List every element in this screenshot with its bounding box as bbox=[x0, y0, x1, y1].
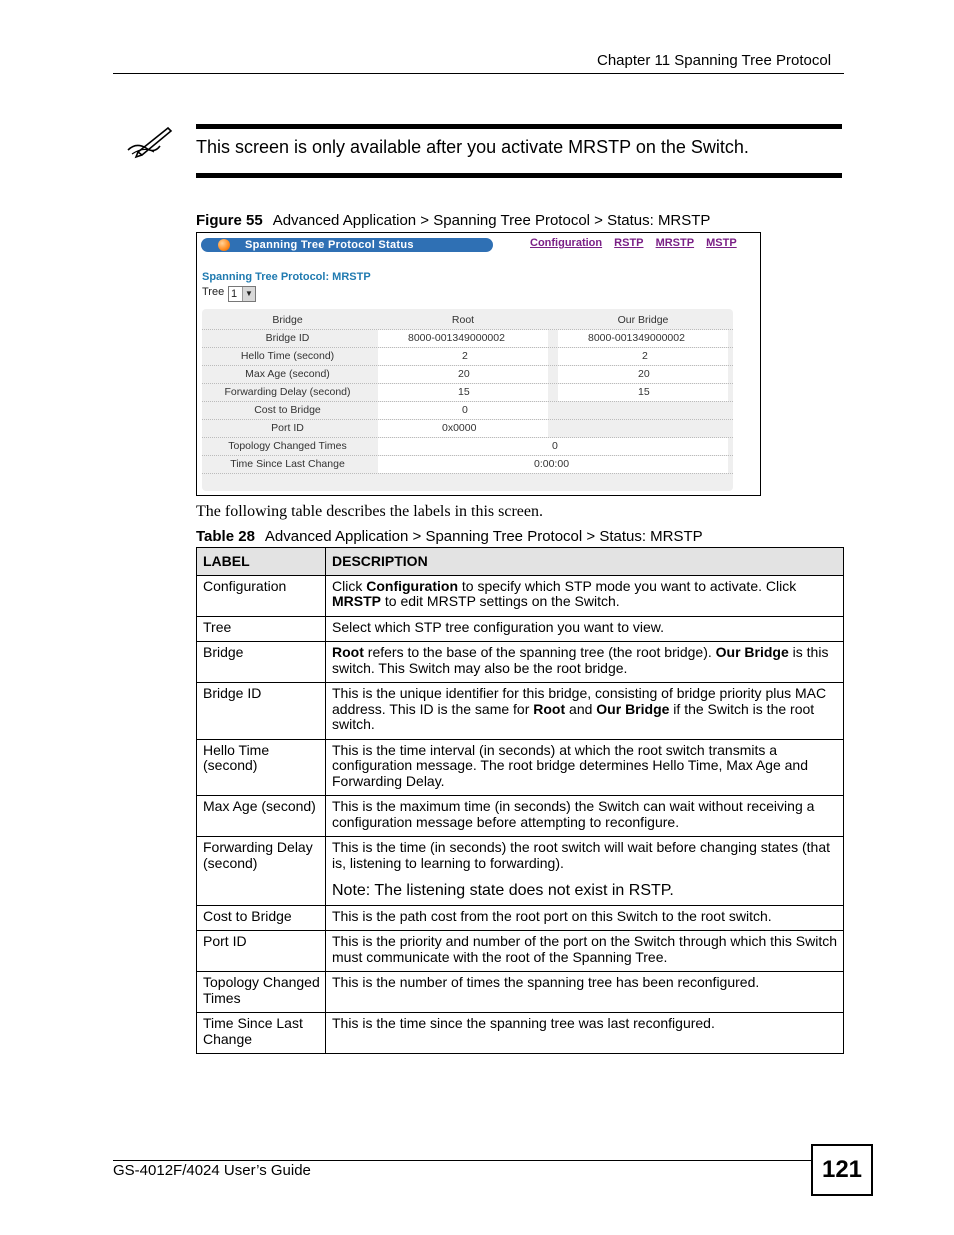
row-label: Bridge ID bbox=[197, 683, 326, 740]
row-description: This is the number of times the spanning tree has been reconfigured. bbox=[326, 972, 844, 1013]
status-row-root: 8000-001349000002 bbox=[378, 330, 548, 347]
status-row-root: 2 bbox=[378, 348, 548, 365]
table-caption bbox=[196, 528, 703, 545]
table-row bbox=[197, 972, 844, 1013]
col-root: Root bbox=[451, 314, 475, 326]
row-label: Topology Changed Times bbox=[197, 972, 326, 1013]
orb-icon bbox=[218, 239, 230, 251]
tree-row bbox=[202, 286, 253, 300]
row-label: Bridge bbox=[197, 642, 326, 683]
table-row bbox=[197, 796, 844, 837]
row-label: Configuration bbox=[197, 575, 326, 616]
status-row-value: 0:00:00 bbox=[378, 456, 728, 473]
nav-link-mstp[interactable]: MSTP bbox=[706, 237, 737, 249]
screen-subtitle: Spanning Tree Protocol: MRSTP bbox=[202, 271, 371, 283]
status-row-label: Bridge ID bbox=[265, 332, 310, 344]
row-description: This is the path cost from the root port on this Switch to the root switch. bbox=[326, 905, 844, 931]
nav-links bbox=[530, 237, 746, 249]
row-label: Cost to Bridge bbox=[197, 905, 326, 931]
note-pen-icon bbox=[124, 124, 174, 160]
row-description: This is the time interval (in seconds) at which the root switch transmits a configuration message. The root bridge determines Hello Time, Max Age and Forwarding Delay. bbox=[326, 739, 844, 796]
status-row-our: 8000-001349000002 bbox=[558, 330, 728, 347]
table-row bbox=[197, 575, 844, 616]
header-rule bbox=[113, 73, 844, 74]
status-row-root: 0 bbox=[378, 402, 548, 419]
status-row-label: Hello Time (second) bbox=[240, 350, 335, 362]
nav-link-configuration[interactable]: Configuration bbox=[530, 237, 603, 249]
footer-rule bbox=[113, 1160, 811, 1161]
row-label: Port ID bbox=[197, 931, 326, 972]
status-row-root: 20 bbox=[378, 366, 548, 383]
status-row-root: 15 bbox=[378, 384, 548, 401]
row-label: Tree bbox=[197, 616, 326, 642]
nav-link-mrstp[interactable]: MRSTP bbox=[655, 237, 695, 249]
note-text: This screen is only available after you activate MRSTP on the Switch. bbox=[196, 137, 749, 157]
status-row-label: Max Age (second) bbox=[245, 368, 330, 380]
status-row bbox=[202, 456, 733, 474]
table-row bbox=[197, 683, 844, 740]
row-description: This is the maximum time (in seconds) the Switch can wait without receiving a configuration message before attempting to reconfigure. bbox=[326, 796, 844, 837]
table-row bbox=[197, 931, 844, 972]
tree-label: Tree bbox=[202, 286, 225, 298]
col-our-bridge: Our Bridge bbox=[617, 314, 669, 326]
row-description: This is the unique identifier for this bridge, consisting of bridge priority plus MAC address. This ID is the same for Root and Our Bridge if the Switch is the root switch. bbox=[326, 683, 844, 740]
title-bar-text: Spanning Tree Protocol Status bbox=[245, 239, 414, 251]
table-row bbox=[197, 837, 844, 906]
table-row bbox=[197, 905, 844, 931]
note-rule-bottom bbox=[196, 173, 842, 178]
row-note: Note: The listening state does not exist in RSTP. bbox=[332, 882, 674, 899]
status-row-label: Port ID bbox=[271, 422, 304, 434]
row-description-text: This is the time (in seconds) the root switch will wait before changing states (that is, listening to learning to forwarding). bbox=[332, 839, 830, 871]
status-row bbox=[202, 366, 733, 384]
figure-caption-text: Advanced Application > Spanning Tree Protocol > Status: MRSTP bbox=[272, 212, 711, 229]
figure-caption bbox=[196, 212, 710, 229]
row-description: This is the priority and number of the port on the Switch through which this Switch must communicate with the root of the Spanning Tree. bbox=[326, 931, 844, 972]
chevron-down-icon[interactable]: ▼ bbox=[242, 287, 255, 301]
status-row bbox=[202, 384, 733, 402]
status-row bbox=[202, 348, 733, 366]
table-header-row bbox=[197, 548, 844, 576]
col-bridge: Bridge bbox=[272, 314, 303, 326]
row-description: Select which STP tree configuration you want to view. bbox=[326, 616, 844, 642]
status-row-our: 2 bbox=[558, 348, 728, 365]
chapter-header: Chapter 11 Spanning Tree Protocol bbox=[597, 52, 832, 69]
screenshot-frame bbox=[196, 232, 761, 496]
row-description: This is the time since the spanning tree was last reconfigured. bbox=[326, 1013, 844, 1054]
table-caption-text: Advanced Application > Spanning Tree Protocol > Status: MRSTP bbox=[264, 528, 703, 545]
status-header-row bbox=[202, 312, 733, 330]
row-description bbox=[326, 837, 844, 906]
table-row bbox=[197, 1013, 844, 1054]
table-row bbox=[197, 642, 844, 683]
description-table bbox=[196, 547, 844, 1054]
status-row bbox=[202, 438, 733, 456]
status-row-label: Forwarding Delay (second) bbox=[224, 386, 351, 398]
table-row bbox=[197, 739, 844, 796]
header-description: DESCRIPTION bbox=[326, 548, 844, 576]
note-rule-top bbox=[196, 124, 842, 129]
status-row-label: Cost to Bridge bbox=[254, 404, 321, 416]
nav-link-rstp[interactable]: RSTP bbox=[614, 237, 644, 249]
row-description: Root refers to the base of the spanning tree (the root bridge). Our Bridge is this switch. This Switch may also be the root bridge. bbox=[326, 642, 844, 683]
tree-select[interactable] bbox=[228, 286, 256, 302]
intro-text: The following table describes the labels in this screen. bbox=[196, 503, 544, 520]
title-bar bbox=[201, 238, 493, 252]
status-row bbox=[202, 420, 733, 438]
figure-label: Figure 55 bbox=[196, 212, 263, 229]
page-number: 121 bbox=[811, 1144, 873, 1196]
status-row-value: 0 bbox=[378, 438, 728, 455]
header-label: LABEL bbox=[197, 548, 326, 576]
status-row-label: Time Since Last Change bbox=[230, 458, 345, 470]
table-row bbox=[197, 616, 844, 642]
status-row bbox=[202, 402, 733, 420]
row-label: Forwarding Delay (second) bbox=[197, 837, 326, 906]
row-label: Hello Time (second) bbox=[197, 739, 326, 796]
status-table bbox=[202, 309, 733, 491]
table-label: Table 28 bbox=[196, 528, 255, 545]
status-row-root: 0x0000 bbox=[378, 420, 548, 437]
row-label: Max Age (second) bbox=[197, 796, 326, 837]
row-description: Click Configuration to specify which STP mode you want to activate. Click MRSTP to edit MRSTP settings on the Switch. bbox=[326, 575, 844, 616]
row-label: Time Since Last Change bbox=[197, 1013, 326, 1054]
status-row-our: 20 bbox=[558, 366, 728, 383]
status-row-label: Topology Changed Times bbox=[228, 440, 347, 452]
footer-guide: GS-4012F/4024 User’s Guide bbox=[113, 1162, 311, 1179]
status-row bbox=[202, 330, 733, 348]
tree-select-value: 1 bbox=[231, 288, 238, 300]
status-row-our: 15 bbox=[558, 384, 728, 401]
